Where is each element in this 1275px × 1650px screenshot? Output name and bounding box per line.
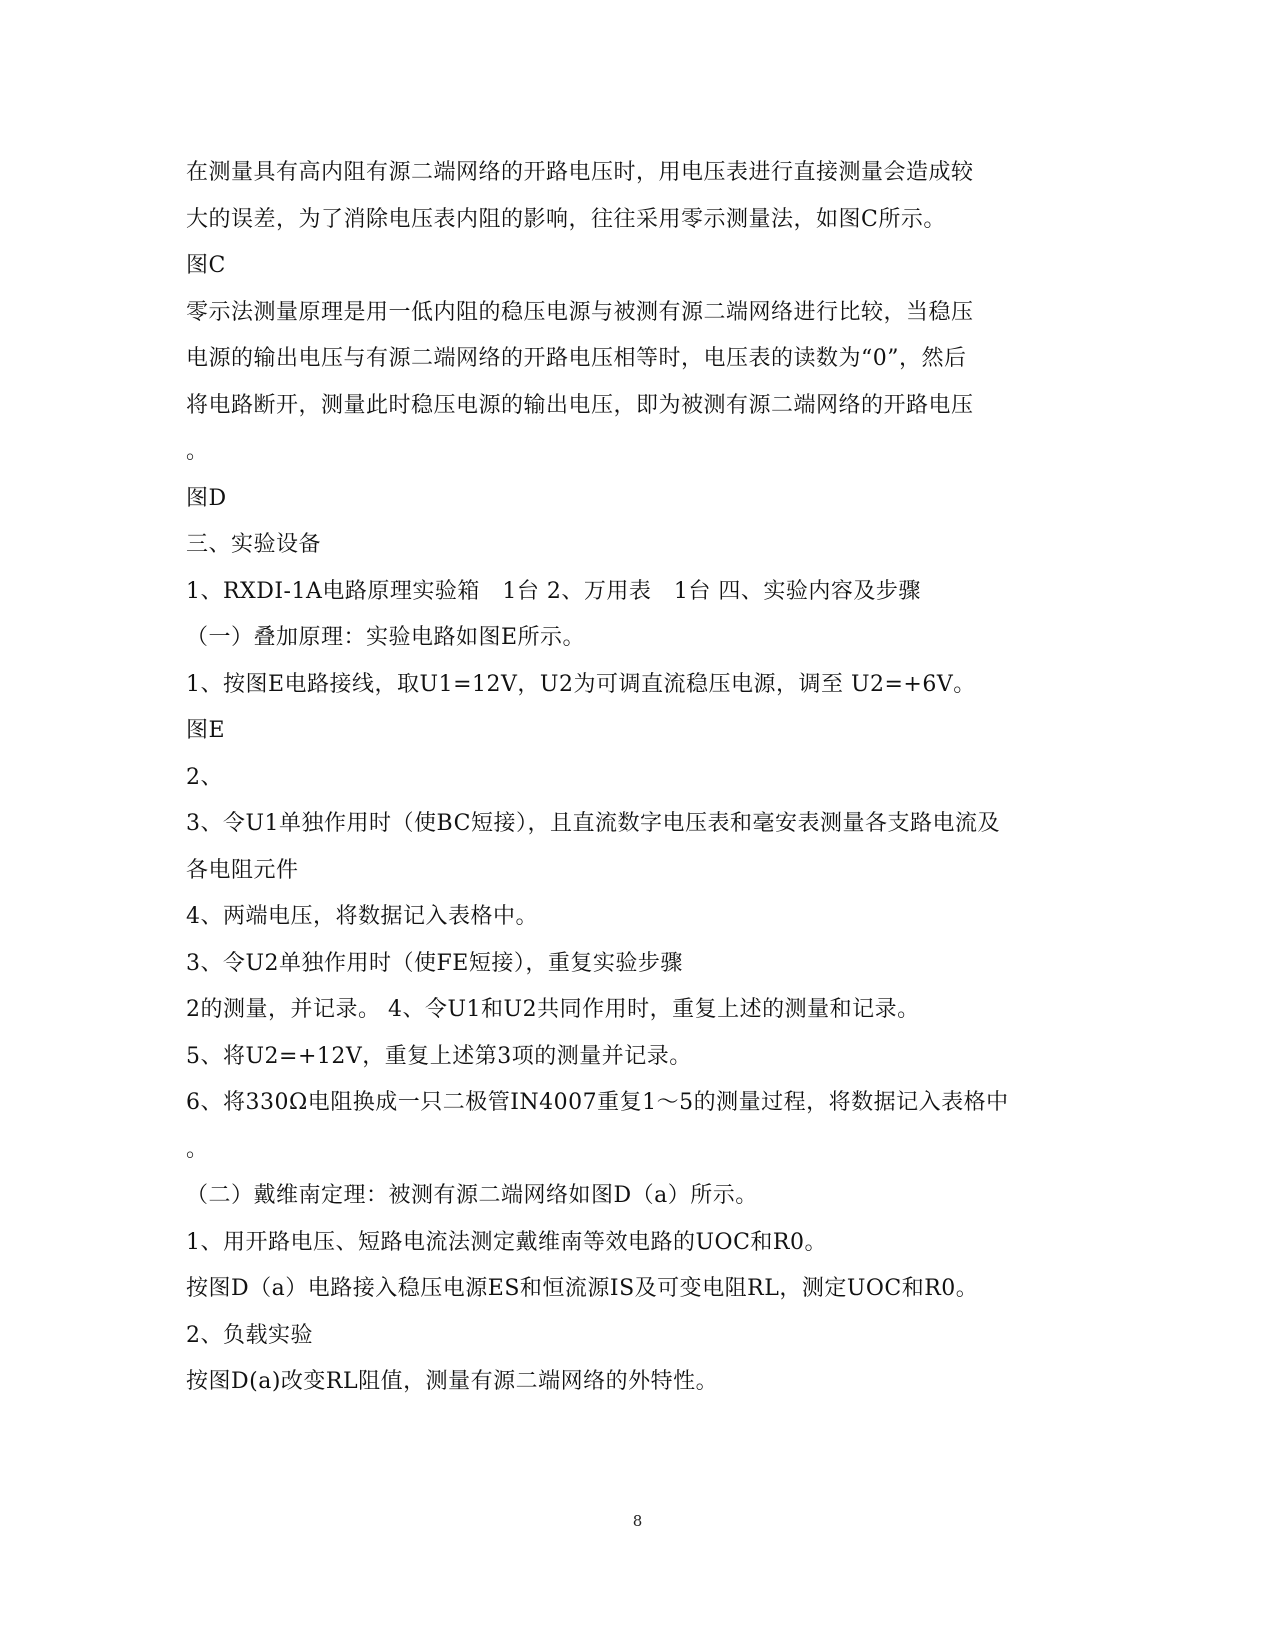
text-line: 5、将U2=+12V，重复上述第3项的测量并记录。 [186,1043,692,1069]
figure-caption: 图C [186,253,226,278]
text-line: 。 [186,439,209,464]
text-line: 电源的输出电压与有源二端网络的开路电压相等时，电压表的读数为“0”，然后 [186,346,967,371]
page-number: 8 [632,1512,643,1530]
text-line: 按图D(a)改变RL阻值，测量有源二端网络的外特性。 [186,1369,719,1394]
text-line: 1、按图E电路接线，取U1=12V，U2为可调直流稳压电源，调至 U2=+6V。 [186,671,976,697]
text-line: 将电路断开，测量此时稳压电源的输出电压，即为被测有源二端网络的开路电压 [186,392,974,418]
text-line: 2、负载实验 [186,1322,313,1348]
text-line: 2的测量，并记录。 4、令U1和U2共同作用时，重复上述的测量和记录。 [186,997,920,1022]
subsection-heading: （一）叠加原理：实验电路如图E所示。 [186,625,586,650]
text-line: 2、 [186,764,223,790]
text-line: 各电阻元件 [186,857,299,883]
text-line: 按图D（a）电路接入稳压电源ES和恒流源IS及可变电阻RL，测定UOC和R0。 [186,1276,979,1301]
text-line: 在测量具有高内阻有源二端网络的开路电压时，用电压表进行直接测量会造成较 [186,160,974,185]
figure-caption: 图E [186,718,226,743]
text-line: 大的误差，为了消除电压表内阻的影响，往往采用零示测量法，如图C所示。 [186,206,946,232]
text-line: 1、用开路电压、短路电流法测定戴维南等效电路的UOC和R0。 [186,1229,827,1255]
text-line: 1、RXDI-1A电路原理实验箱 1台 2、万用表 1台 四、实验内容及步骤 [186,578,921,604]
text-line: 4、两端电压，将数据记入表格中。 [186,904,538,929]
text-line: 3、令U2单独作用时（使FE短接），重复实验步骤 [186,950,683,976]
text-line: 零示法测量原理是用一低内阻的稳压电源与被测有源二端网络进行比较，当稳压 [186,299,974,325]
subsection-heading: （二）戴维南定理：被测有源二端网络如图D（a）所示。 [186,1183,758,1208]
text-line: 6、将330Ω电阻换成一只二极管IN4007重复1～5的测量过程，将数据记入表格中 [186,1090,1009,1115]
text-line: 3、令U1单独作用时（使BC短接），且直流数字电压表和毫安表测量各支路电流及 [186,811,1000,836]
text-line: 。 [186,1136,209,1162]
figure-caption: 图D [186,485,227,511]
section-heading: 三、实验设备 [186,532,322,557]
body-text [186,150,1086,1406]
